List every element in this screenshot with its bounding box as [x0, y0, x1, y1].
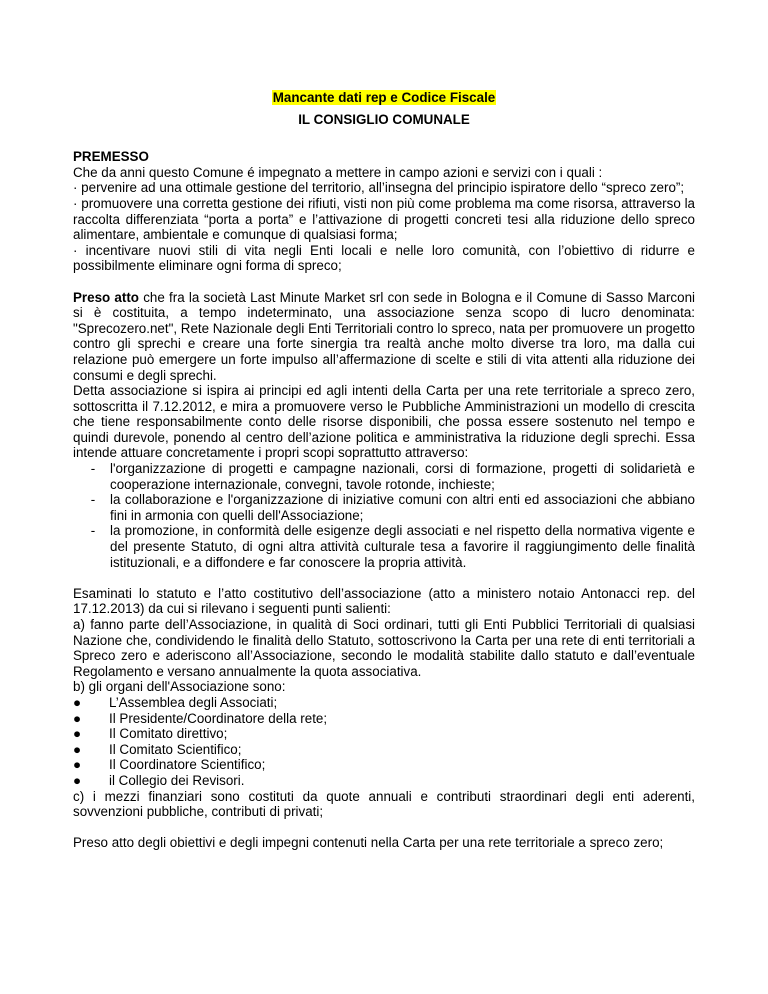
bullet-icon: ● — [73, 694, 82, 710]
list-item-text: l'organizzazione di progetti e campagne nazionali, corsi di formazione, progetti di solidarietà e cooperazione internazionale, convegni, tavole rotonde, inchieste; — [110, 461, 695, 492]
list-item-text: L’Assemblea degli Associati; — [109, 694, 278, 710]
list-item — [82, 492, 695, 523]
list-item — [73, 726, 695, 742]
list-item — [73, 695, 695, 711]
list-item — [73, 711, 695, 727]
document-title: IL CONSIGLIO COMUNALE — [298, 111, 470, 127]
esaminati-paragraph: Esaminati lo statuto e l’atto costitutivo dell’associazione (atto a ministero notaio Antonacci rep. del 17.12.2013) da cui si rilevano i seguenti punti salienti: — [73, 585, 695, 617]
list-item — [73, 742, 695, 758]
point-a: a) fanno parte dell’Associazione, in qualità di Soci ordinari, tutti gli Enti Pubblici Territoriali di qualsiasi Nazione che, condividendo le finalità dello Statuto, sottoscrivono la Carta per una rete di enti territoriali a Spreco zero e aderiscono all’Associazione, secondo le modalità stabilite dallo statuto e dall’eventuale Regolamento e versano annualmente la quota associativa. — [73, 617, 695, 679]
list-item — [73, 773, 695, 789]
point-b: b) gli organi dell'Associazione sono: — [73, 679, 286, 695]
notice-line — [73, 90, 695, 106]
list-item-text: la promozione, in conformità delle esigenze degli associati e nel rispetto della normativa vigente e del presente Statuto, di ogni altra attività culturale tesa a favorire il raggiungimento delle finalità istituzionali, e a diffondere e far conoscere la propria attività. — [110, 523, 695, 570]
point-c: c) i mezzi finanziari sono costituti da quote annuali e contributi straordinari degli enti aderenti, sovvenzioni pubbliche, contributi di privati; — [73, 788, 695, 820]
list-item-text: Il Presidente/Coordinatore della rete; — [109, 710, 328, 726]
preso-atto-text: che fra la società Last Minute Market srl con sede in Bologna e il Comune di Sasso Marconi si è costituita, a tempo indeterminato, una associazione senza scopo di lucro denominata: "Sprecozero.net", Rete Nazionale degli Enti Territoriali contro lo spreco, nata per promuovere un progetto contro gli sprechi e creare una forte sinergia tra realtà anche molto diverse tra loro, ma dalla cui relazione può emergere un forte impulso all’affermazione di scelte e stili di vita attenti alla riduzione dei consumi e degli sprechi. — [73, 289, 695, 383]
bullet-icon: ● — [73, 757, 82, 773]
bullet-icon: ● — [73, 710, 82, 726]
list-item-text: Il Comitato Scientifico; — [109, 741, 242, 757]
list-item — [82, 523, 695, 570]
dash-marker: - — [90, 523, 96, 539]
list-item-text: il Collegio dei Revisori. — [109, 772, 245, 788]
organs-list — [73, 695, 695, 789]
dash-marker: - — [90, 492, 96, 508]
list-item — [82, 461, 695, 492]
preso-atto-label: Preso atto — [73, 289, 139, 305]
dash-marker: - — [90, 461, 96, 477]
bullet-icon: ● — [73, 741, 82, 757]
premesso-heading: PREMESSO — [73, 149, 149, 165]
document-body — [73, 90, 695, 851]
list-item-text: Il Comitato direttivo; — [109, 726, 228, 742]
highlighted-notice: Mancante dati rep e Codice Fiscale — [272, 90, 496, 105]
bullet-icon: ● — [73, 726, 82, 742]
list-item — [73, 757, 695, 773]
list-item-text: Il Coordinatore Scientifico; — [109, 757, 266, 773]
premesso-item: · pervenire ad una ottimale gestione del territorio, all’insegna del principio ispiratore dello “spreco zero”; — [73, 180, 685, 196]
premesso-item: · incentivare nuovi stili di vita negli Enti locali e nelle loro comunità, con l’obiettivo di ridurre e possibilmente eliminare ogni forma di spreco; — [73, 242, 695, 274]
premesso-intro: Che da anni questo Comune é impegnato a mettere in campo azioni e servizi con i quali : — [73, 164, 603, 180]
list-item-text: la collaborazione e l'organizzazione di iniziative comuni con altri enti ed associazioni che abbiano fini in armonia con quelli dell'Associazione; — [110, 492, 695, 523]
preso-atto-paragraph — [73, 290, 695, 384]
association-paragraph: Detta associazione si ispira ai principi ed agli intenti della Carta per una rete territoriale a spreco zero, sottoscritta il 7.12.2012, e mira a promuovere verso le Pubbliche Amministrazioni un modello di crescita che tiene responsabilmente conto delle risorse disponibili, che possa essere sostenuto nel tempo e quindi durevole, ponendo al centro dell’azione politica e amministrativa la riduzione degli sprechi. Essa intende attuare concretamente i propri scopi soprattutto attraverso: — [73, 383, 695, 461]
premesso-item: · promuovere una corretta gestione dei rifiuti, visti non più come problema ma come risorsa, attraverso la raccolta differenziata “porta a porta” e l’attivazione di progetti concreti tesi alla riduzione dello spreco alimentare, ambientale e comunque di qualsiasi forma; — [73, 195, 695, 243]
aims-list — [73, 461, 695, 570]
bullet-icon: ● — [73, 772, 82, 788]
final-paragraph: Preso atto degli obiettivi e degli impegni contenuti nella Carta per una rete territoriale a spreco zero; — [73, 835, 664, 851]
